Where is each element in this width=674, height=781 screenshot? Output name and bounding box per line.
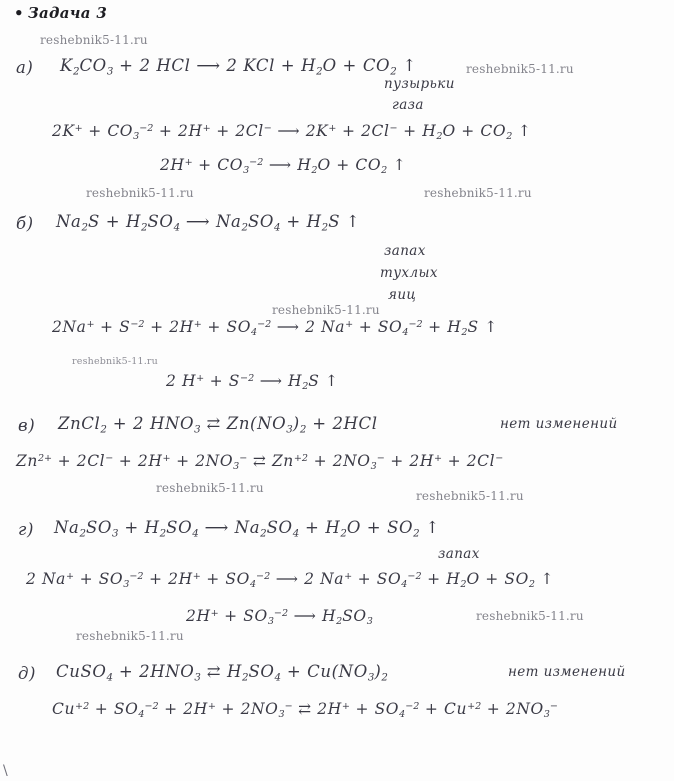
solution-item-label: в)	[18, 416, 36, 435]
solution-equation: CuSO$_4$ + $2HNO_3$ ⇄ $H_2SO_4 + Cu(NO_3)_2$	[56, 662, 388, 684]
solution-equation: 2 $Na^+ + SO_3^{-2} + 2H^+ + SO_4^{-2}$ ⟶ 2 $Na^+ + SO_4^{-2} + H_2O + SO_2$ ↑	[26, 570, 555, 591]
solution-note: запах	[438, 546, 480, 562]
solution-equation: $Zn^{2+} + 2Cl^- + 2H^+ + 2NO_3^-$ ⇄ $Zn^{+2} + 2NO_3^- + 2H^+ + 2Cl^-$	[16, 452, 504, 473]
solution-equation: $Cu^{+2} + SO_4^{-2} + 2H^+ + 2NO_3^-$ ⇄ $2H^+ + SO_4^{-2} + Cu^{+2} + 2NO_3^-$	[52, 700, 558, 721]
solution-note: пузырьки	[384, 76, 455, 92]
watermark: reshebnik5-11.ru	[76, 629, 184, 643]
watermark: reshebnik5-11.ru	[86, 186, 194, 200]
solution-equation: ZnCl$_2$ + 2 $HNO_3$ ⇄ $Zn(NO_3)_2 + 2HCl$	[58, 414, 378, 436]
solution-note: тухлых	[380, 265, 438, 281]
watermark: reshebnik5-11.ru	[476, 609, 584, 623]
solution-equation: $K_2CO_3 + 2$ HCl ⟶ 2 KCl + $H_2O + CO_2$ ↑	[60, 56, 417, 78]
page-title	[14, 4, 107, 22]
solution-equation: $Na_2SO_3 + H_2SO_4$ ⟶ $Na_2SO_4 + H_2O + SO_2$ ↑	[54, 518, 440, 540]
solution-note: газа	[392, 97, 424, 113]
page-title-text: Задача 3	[27, 4, 108, 22]
solution-item-label: а)	[16, 58, 34, 77]
solution-equation: $2Na^+ + S^{-2} + 2H^+ + SO_4^{-2}$ ⟶ 2 $Na^+ + SO_4^{-2} + H_2S$ ↑	[52, 318, 498, 339]
watermark: reshebnik5-11.ru	[416, 489, 524, 503]
solution-equation: 2 $H^+ + S^{-2}$ ⟶ $H_2S$ ↑	[166, 372, 339, 393]
solution-item-label: г)	[18, 520, 34, 539]
solution-equation: $2K^+ + CO_3^{-2} + 2H^+ + 2Cl^-$ ⟶ $2K^+ + 2Cl^- + H_2O + CO_2$ ↑	[52, 122, 532, 143]
watermark: reshebnik5-11.ru	[424, 186, 532, 200]
watermark: reshebnik5-11.ru	[40, 33, 148, 47]
watermark: reshebnik5-11.ru	[72, 356, 158, 367]
solution-item-label: б)	[16, 214, 34, 233]
solution-item-label: д)	[18, 664, 37, 683]
solution-equation: $2H^+ + SO_3^{-2}$ ⟶ $H_2SO_3$	[186, 607, 373, 628]
watermark: reshebnik5-11.ru	[156, 481, 264, 495]
watermark: reshebnik5-11.ru	[466, 62, 574, 76]
solution-note: нет изменений	[500, 416, 618, 432]
solution-note: запах	[384, 243, 426, 259]
corner-mark: \	[3, 763, 8, 779]
solution-equation: $2H^+ + CO_3^{-2}$ ⟶ $H_2O + CO_2$ ↑	[160, 156, 407, 177]
solution-note: яиц	[388, 287, 417, 303]
bullet-icon: •	[14, 4, 24, 22]
solution-note: нет изменений	[508, 664, 626, 680]
solution-equation: $Na_2S + H_2SO_4$ ⟶ $Na_2SO_4 + H_2S$ ↑	[56, 212, 361, 234]
watermark: reshebnik5-11.ru	[272, 303, 380, 317]
